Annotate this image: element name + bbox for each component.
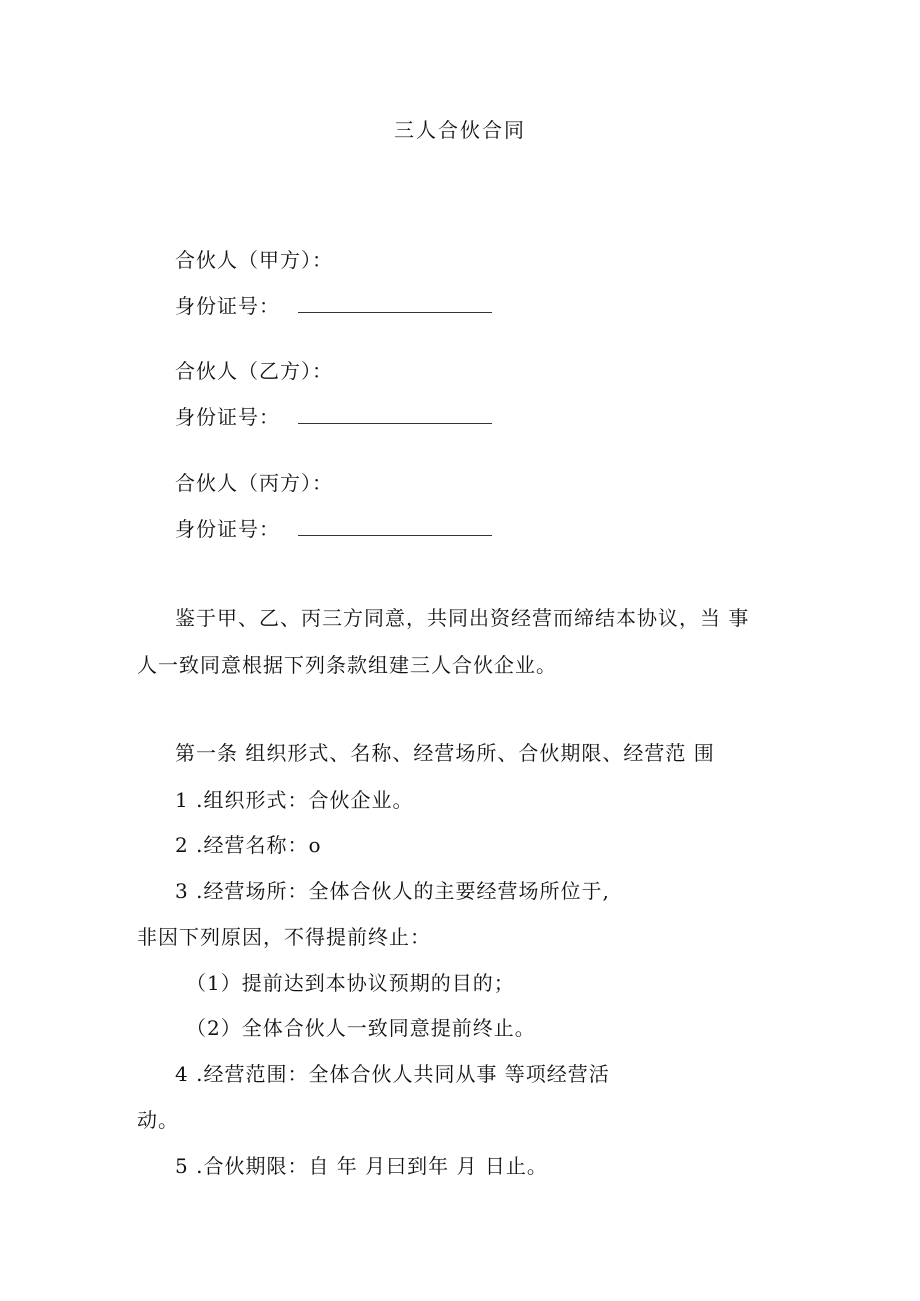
article-1-item-4-cont: 动。	[137, 1108, 179, 1132]
partner-c-label: 合伙人（丙方）：	[175, 471, 333, 495]
preamble-line-1: 鉴于甲、乙、丙三方同意，共同出资经营而缔结本协议，当 事	[175, 606, 750, 630]
article-1-item-3-cont: 非因下列原因，不得提前终止：	[137, 925, 431, 949]
partner-a-id-row	[175, 292, 492, 320]
partner-b-label: 合伙人（乙方）：	[175, 359, 333, 383]
document-title: 三人合伙合同	[394, 118, 526, 142]
partner-a-label: 合伙人（甲方）：	[175, 248, 333, 272]
partner-c-id-row	[175, 515, 492, 543]
article-1-item-5: 5 .合伙期限：自 年 月曰到年 月 日止。	[175, 1154, 548, 1178]
partner-a-id-label: 身份证号：	[175, 294, 280, 318]
article-1-item-2: 2 .经营名称：o	[175, 833, 322, 857]
article-1-item-3: 3 .经营场所：全体合伙人的主要经营场所位于,	[175, 879, 610, 903]
article-1-item-1: 1 .组织形式：合伙企业。	[175, 788, 414, 812]
partner-b-id-blank[interactable]	[298, 403, 492, 424]
preamble-line-2: 人一致同意根据下列条款组建三人合伙企业。	[137, 653, 557, 677]
partner-a-id-blank[interactable]	[298, 292, 492, 313]
article-1-sub-1: （1）提前达到本协议预期的目的；	[186, 971, 515, 995]
partner-b-id-label: 身份证号：	[175, 405, 280, 429]
partner-c-id-blank[interactable]	[298, 515, 492, 536]
article-1-sub-2: （2）全体合伙人一致同意提前终止。	[186, 1016, 536, 1040]
article-1-item-4: 4 .经营范围：全体合伙人共同从事 等项经营活	[175, 1062, 610, 1086]
partner-b-id-row	[175, 403, 492, 431]
partner-c-id-label: 身份证号：	[175, 517, 280, 541]
article-1-heading: 第一条 组织形式、名称、经营场所、合伙期限、经营范 围	[175, 741, 715, 765]
